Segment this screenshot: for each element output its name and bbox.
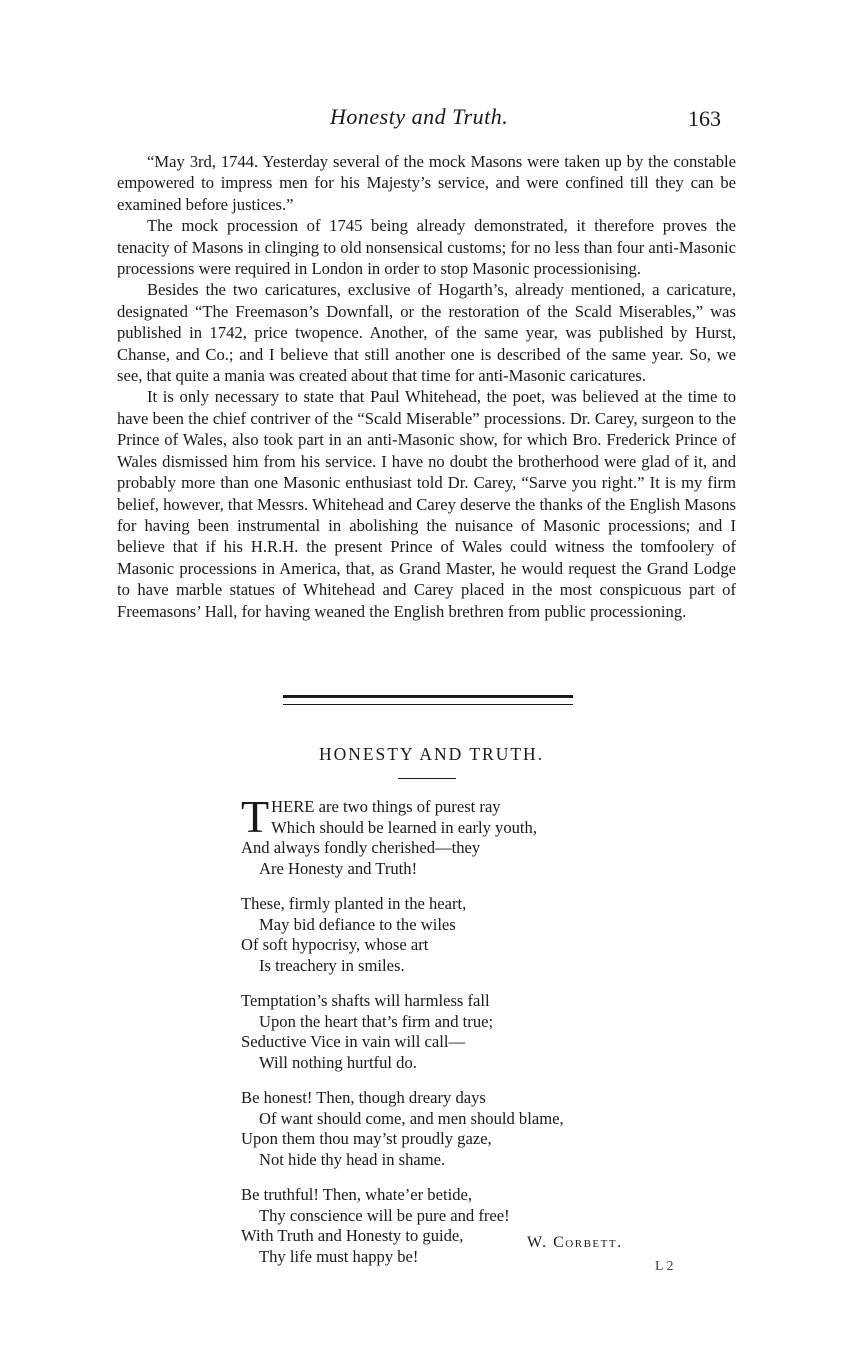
poem-line: Temptation’s shafts will harmless fall (241, 991, 490, 1010)
drop-cap: T (241, 791, 270, 842)
article-body (117, 151, 736, 622)
page-number: 163 (688, 106, 721, 131)
signature-mark: L 2 (655, 1259, 674, 1274)
poem-author: W. Corbett. (527, 1234, 623, 1251)
poem-title: HONESTY AND TRUTH. (318, 744, 545, 764)
section-divider-thin (283, 704, 573, 705)
running-head (0, 104, 863, 134)
poem-line: Will nothing hurtful do. (259, 1052, 417, 1072)
poem-line: Of soft hypocrisy, whose art (241, 935, 429, 954)
poem-line: Be honest! Then, though dreary days (241, 1088, 486, 1107)
stanza-1 (241, 791, 661, 879)
stanza-3 (241, 991, 661, 1073)
poem-line: May bid defiance to the wiles (259, 914, 456, 934)
poem-line: Upon them thou may’st proudly gaze, (241, 1129, 492, 1148)
poem-line: Which should be learned in early youth, (271, 817, 537, 837)
poem-line: Seductive Vice in vain will call— (241, 1032, 466, 1051)
paragraph-procession: The mock procession of 1745 being already demonstrated, it therefore proves the tenacity of Masons in clinging to old nonsensical customs; for no less than four anti-Masonic processions were required in London in order to stop Masonic processionising. (117, 216, 736, 279)
title-rule (398, 778, 456, 779)
poem-line: Thy conscience will be pure and free! (259, 1205, 510, 1225)
stanza-5 (241, 1185, 661, 1267)
paragraph-quote: “May 3rd, 1744. Yesterday several of the mock Masons were taken up by the constable empowered to impress men for his Majesty’s service, and were confined till they can be examined before justices.” (117, 152, 736, 214)
poem-line: And always fondly cherished—they (241, 838, 481, 857)
poem (241, 791, 661, 1282)
section-divider-thick (283, 695, 573, 698)
poem-line: These, firmly planted in the heart, (241, 894, 467, 913)
first-line-rest: HERE are two things of purest ray (271, 797, 501, 816)
paragraph-whitehead: It is only necessary to state that Paul Whitehead, the poet, was believed at the time to have been the chief contriver of the “Scald Miserable” processions. Dr. Carey, surgeon to the Prince of Wales, also took part in an anti-Masonic show, for which Bro. Frederick Prince of Wales dismissed him from his service. I have no doubt the brotherhood were glad of it, and probably more than one Masonic enthusiast told Dr. Carey, “Sarve you right.” It is my firm belief, however, that Messrs. Whitehead and Carey deserve the thanks of the English Masons for having been instrumental in abolishing the nuisance of Masonic processions; and I believe that if his H.R.H. the present Prince of Wales could witness the tomfoolery of Masonic processions in America, that, as Grand Master, he would request the Grand Lodge to have marble statues of Whitehead and Carey placed in the most conspicuous part of Freemasons’ Hall, for having weaned the English brethren from public processioning. (117, 387, 736, 621)
poem-line: Thy life must happy be! (259, 1246, 419, 1266)
poem-line: Of want should come, and men should blame, (259, 1108, 564, 1128)
poem-line: Is treachery in smiles. (259, 955, 405, 975)
running-title: Honesty and Truth. (330, 104, 509, 129)
stanza-2 (241, 894, 661, 976)
poem-line: Be truthful! Then, whate’er betide, (241, 1185, 472, 1204)
poem-line: Upon the heart that’s firm and true; (259, 1011, 494, 1031)
stanza-4 (241, 1088, 661, 1170)
poem-line: Not hide thy head in shame. (259, 1149, 446, 1169)
paragraph-caricatures: Besides the two caricatures, exclusive of Hogarth’s, already mentioned, a caricature, designated “The Freemason’s Downfall, or the restoration of the Scald Miserables,” was published in 1742, price twopence. Another, of the same year, was published by Hurst, Chanse, and Co.; and I believe that still another one is described of the same year. So, we see, that quite a mania was created about that time for anti-Masonic caricatures. (117, 280, 736, 386)
poem-line: With Truth and Honesty to guide, (241, 1226, 464, 1245)
poem-line: Are Honesty and Truth! (259, 858, 418, 878)
